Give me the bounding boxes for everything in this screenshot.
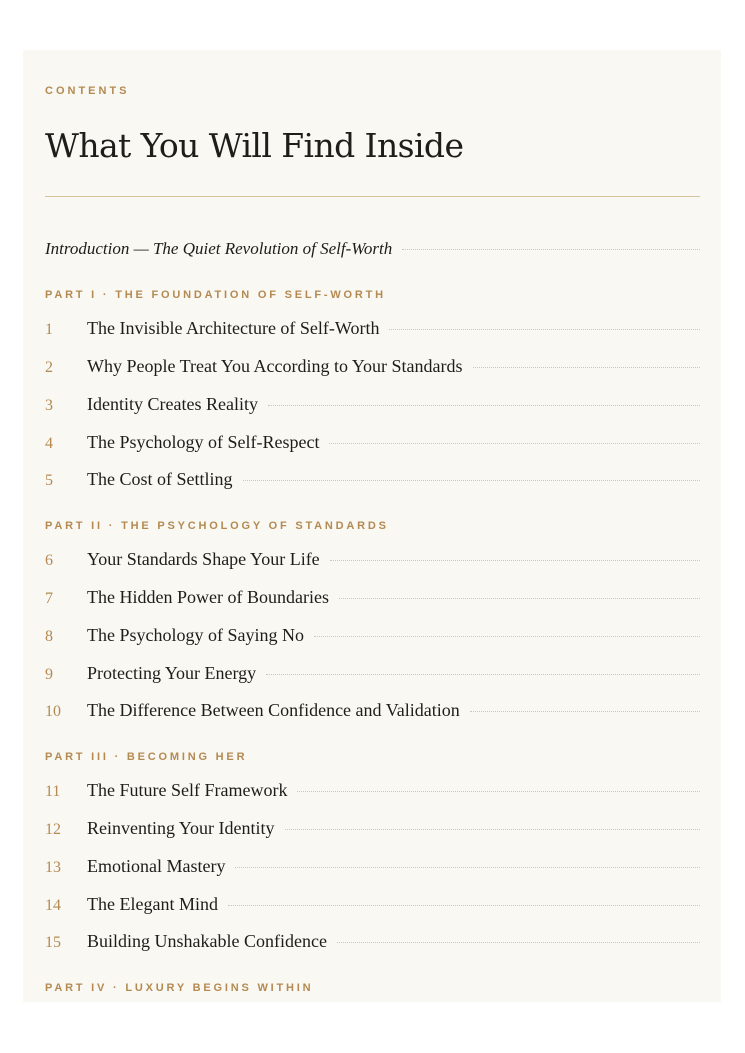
toc-entry-chapter-10[interactable]: [45, 700, 700, 724]
dot-leader: [473, 367, 700, 368]
chapter-title: Building Unshakable Confidence: [87, 931, 327, 951]
dot-leader: [266, 674, 700, 675]
chapter-title: The Hidden Power of Boundaries: [87, 587, 329, 607]
chapter-number: 7: [45, 590, 53, 607]
dot-leader: [470, 711, 700, 712]
toc-entry-chapter-2[interactable]: [45, 356, 700, 380]
chapter-title: The Future Self Framework: [87, 780, 288, 800]
dot-leader: [339, 598, 700, 599]
dot-leader: [285, 829, 701, 830]
chapter-number: 15: [45, 934, 61, 951]
chapter-title: Reinventing Your Identity: [87, 818, 275, 838]
dot-leader: [389, 329, 700, 330]
chapter-number: 13: [45, 859, 61, 876]
chapter-title: Why People Treat You According to Your Standards: [87, 356, 463, 376]
chapter-number: 3: [45, 397, 53, 414]
toc-entry-chapter-3[interactable]: [45, 394, 700, 418]
dot-leader: [228, 905, 700, 906]
contents-page: [23, 50, 721, 1002]
toc-entry-chapter-7[interactable]: [45, 587, 700, 611]
dot-leader: [329, 443, 700, 444]
toc-entry-chapter-4[interactable]: [45, 432, 700, 456]
chapter-number: 11: [45, 783, 61, 800]
chapter-number: 8: [45, 628, 53, 645]
chapter-title: The Psychology of Self-Respect: [87, 432, 320, 452]
part-heading-4: PART IV · LUXURY BEGINS WITHIN: [45, 982, 314, 994]
dot-leader: [337, 942, 700, 943]
dot-leader: [268, 405, 700, 406]
chapter-number: 10: [45, 703, 61, 720]
chapter-number: 14: [45, 897, 61, 914]
chapter-number: 1: [45, 321, 53, 338]
chapter-title: The Psychology of Saying No: [87, 625, 304, 645]
introduction-label: Introduction — The Quiet Revolution of Self-Worth: [45, 239, 393, 258]
page-title: What You Will Find Inside: [45, 126, 464, 165]
chapter-title: The Cost of Settling: [87, 469, 233, 489]
toc-entry-introduction[interactable]: [45, 239, 700, 263]
toc-entry-chapter-6[interactable]: [45, 549, 700, 573]
part-heading-3: PART III · BECOMING HER: [45, 751, 248, 763]
toc-entry-chapter-14[interactable]: [45, 894, 700, 918]
toc-entry-chapter-1[interactable]: [45, 318, 700, 342]
chapter-title: Emotional Mastery: [87, 856, 226, 876]
part-heading-1: PART I · THE FOUNDATION OF SELF-WORTH: [45, 289, 386, 301]
chapter-number: 12: [45, 821, 61, 838]
chapter-title: The Invisible Architecture of Self-Worth: [87, 318, 380, 338]
chapter-title: Identity Creates Reality: [87, 394, 258, 414]
dot-leader: [235, 867, 700, 868]
toc-entry-chapter-5[interactable]: [45, 469, 700, 493]
toc-entry-chapter-15[interactable]: [45, 931, 700, 955]
toc-entry-chapter-11[interactable]: [45, 780, 700, 804]
toc-entry-chapter-8[interactable]: [45, 625, 700, 649]
chapter-title: The Difference Between Confidence and Validation: [87, 700, 460, 720]
dot-leader: [314, 636, 700, 637]
contents-eyebrow: CONTENTS: [45, 85, 130, 97]
dot-leader: [402, 249, 700, 250]
toc-entry-chapter-13[interactable]: [45, 856, 700, 880]
toc-entry-chapter-9[interactable]: [45, 663, 700, 687]
chapter-number: 5: [45, 472, 53, 489]
toc-entry-chapter-12[interactable]: [45, 818, 700, 842]
title-divider: [45, 196, 700, 197]
dot-leader: [330, 560, 700, 561]
dot-leader: [243, 480, 701, 481]
chapter-title: Your Standards Shape Your Life: [87, 549, 320, 569]
chapter-number: 2: [45, 359, 53, 376]
chapter-number: 6: [45, 552, 53, 569]
chapter-number: 9: [45, 666, 53, 683]
chapter-title: The Elegant Mind: [87, 894, 218, 914]
chapter-number: 4: [45, 435, 53, 452]
part-heading-2: PART II · THE PSYCHOLOGY OF STANDARDS: [45, 520, 389, 532]
chapter-title: Protecting Your Energy: [87, 663, 257, 683]
dot-leader: [297, 791, 700, 792]
